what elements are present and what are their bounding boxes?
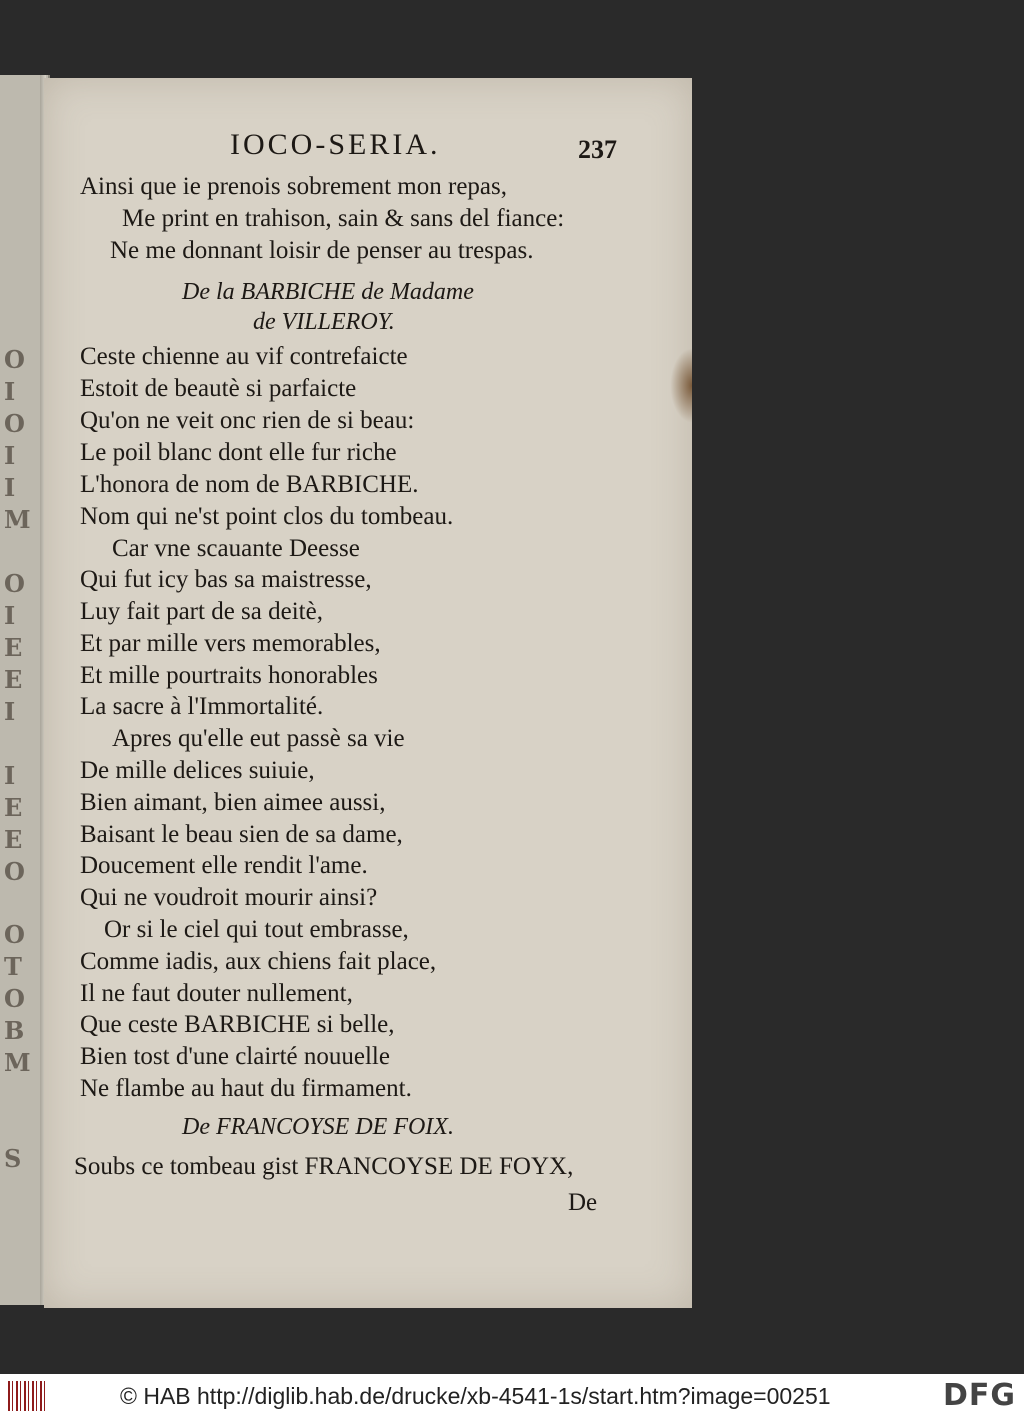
verse-line: Nom qui ne'st point clos du tombeau. <box>80 503 454 530</box>
facing-page-glyph: T <box>4 952 22 981</box>
facing-page-glyph: I <box>4 377 16 406</box>
poem-title: De FRANCOYSE DE FOIX. <box>182 1114 454 1140</box>
poem-title: De la BARBICHE de Madame <box>182 279 474 305</box>
facing-page-glyph: O <box>4 409 25 438</box>
verse-line: Qui ne voudroit mourir ainsi? <box>80 884 378 911</box>
verse-line: Ceste chienne au vif contrefaicte <box>80 343 408 370</box>
verse-line: La sacre à l'Immortalité. <box>80 693 324 720</box>
verse-line: Me print en trahison, sain & sans del fiance: <box>122 205 565 232</box>
facing-page-glyph: O <box>4 920 25 949</box>
verse-line: Et par mille vers memorables, <box>80 630 381 657</box>
dfg-logo: DFG <box>942 1378 1016 1413</box>
facing-page-glyph: B <box>4 1016 25 1045</box>
verse-line: Comme iadis, aux chiens fait place, <box>80 948 437 975</box>
verse-line: Que ceste BARBICHE si belle, <box>80 1011 395 1038</box>
facing-page-glyph: M <box>4 505 31 534</box>
running-header: IOCO-SERIA. <box>230 128 441 161</box>
facing-page-glyph: I <box>4 697 16 726</box>
verse-line: Bien aimant, bien aimee aussi, <box>80 789 386 816</box>
facing-page-glyph: O <box>4 569 25 598</box>
verse-line: Or si le ciel qui tout embrasse, <box>104 916 409 943</box>
verse-line: Apres qu'elle eut passè sa vie <box>112 725 405 752</box>
page-number: 237 <box>578 135 617 164</box>
verse-line: Ainsi que ie prenois sobrement mon repas, <box>80 173 507 200</box>
citation-link[interactable]: © HAB http://diglib.hab.de/drucke/xb-4541-1s/start.htm?image=00251 <box>120 1383 831 1409</box>
facing-page-glyph: I <box>4 761 16 790</box>
verse-line: Bien tost d'une clairté nouuelle <box>80 1043 390 1070</box>
verse-line: Ne flambe au haut du firmament. <box>80 1075 412 1102</box>
verse-line: Qui fut icy bas sa maistresse, <box>80 566 372 593</box>
footer-bar <box>0 1374 1024 1419</box>
verse-line: Et mille pourtraits honorables <box>80 662 378 689</box>
facing-page-glyph: S <box>4 1144 22 1173</box>
verse-line: Car vne scauante Deesse <box>112 535 360 562</box>
verse-line: Soubs ce tombeau gist FRANCOYSE DE FOYX, <box>74 1153 574 1180</box>
facing-page-glyph: O <box>4 857 25 886</box>
verse-line: Baisant le beau sien de sa dame, <box>80 821 403 848</box>
facing-page-glyph: E <box>4 633 23 662</box>
verse-line: Estoit de beautè si parfaicte <box>80 375 357 402</box>
page-stain <box>670 348 692 423</box>
facing-page-glyph: I <box>4 601 16 630</box>
catchword: De <box>568 1189 598 1216</box>
verse-line: Il ne faut douter nullement, <box>80 980 353 1007</box>
verse-line: Ne me donnant loisir de penser au trespas. <box>110 237 534 264</box>
verse-line: Doucement elle rendit l'ame. <box>80 852 368 879</box>
verse-line: L'honora de nom de BARBICHE. <box>80 471 419 498</box>
verse-line: Qu'on ne veit onc rien de si beau: <box>80 407 415 434</box>
barcode-icon <box>8 1381 48 1411</box>
facing-page-glyph: I <box>4 441 16 470</box>
facing-page-glyph: E <box>4 665 23 694</box>
verse-line: Le poil blanc dont elle fur riche <box>80 439 397 466</box>
verse-line: Luy fait part de sa deitè, <box>80 598 323 625</box>
verse-line: De mille delices suiuie, <box>80 757 315 784</box>
poem-title: de VILLEROY. <box>253 309 395 335</box>
facing-page-glyph: M <box>4 1048 31 1077</box>
facing-page-glyph: E <box>4 825 23 854</box>
facing-page-glyph: I <box>4 473 16 502</box>
facing-page-glyph: O <box>4 345 25 374</box>
facing-page-glyph: E <box>4 793 23 822</box>
facing-page-glyph: O <box>4 984 25 1013</box>
